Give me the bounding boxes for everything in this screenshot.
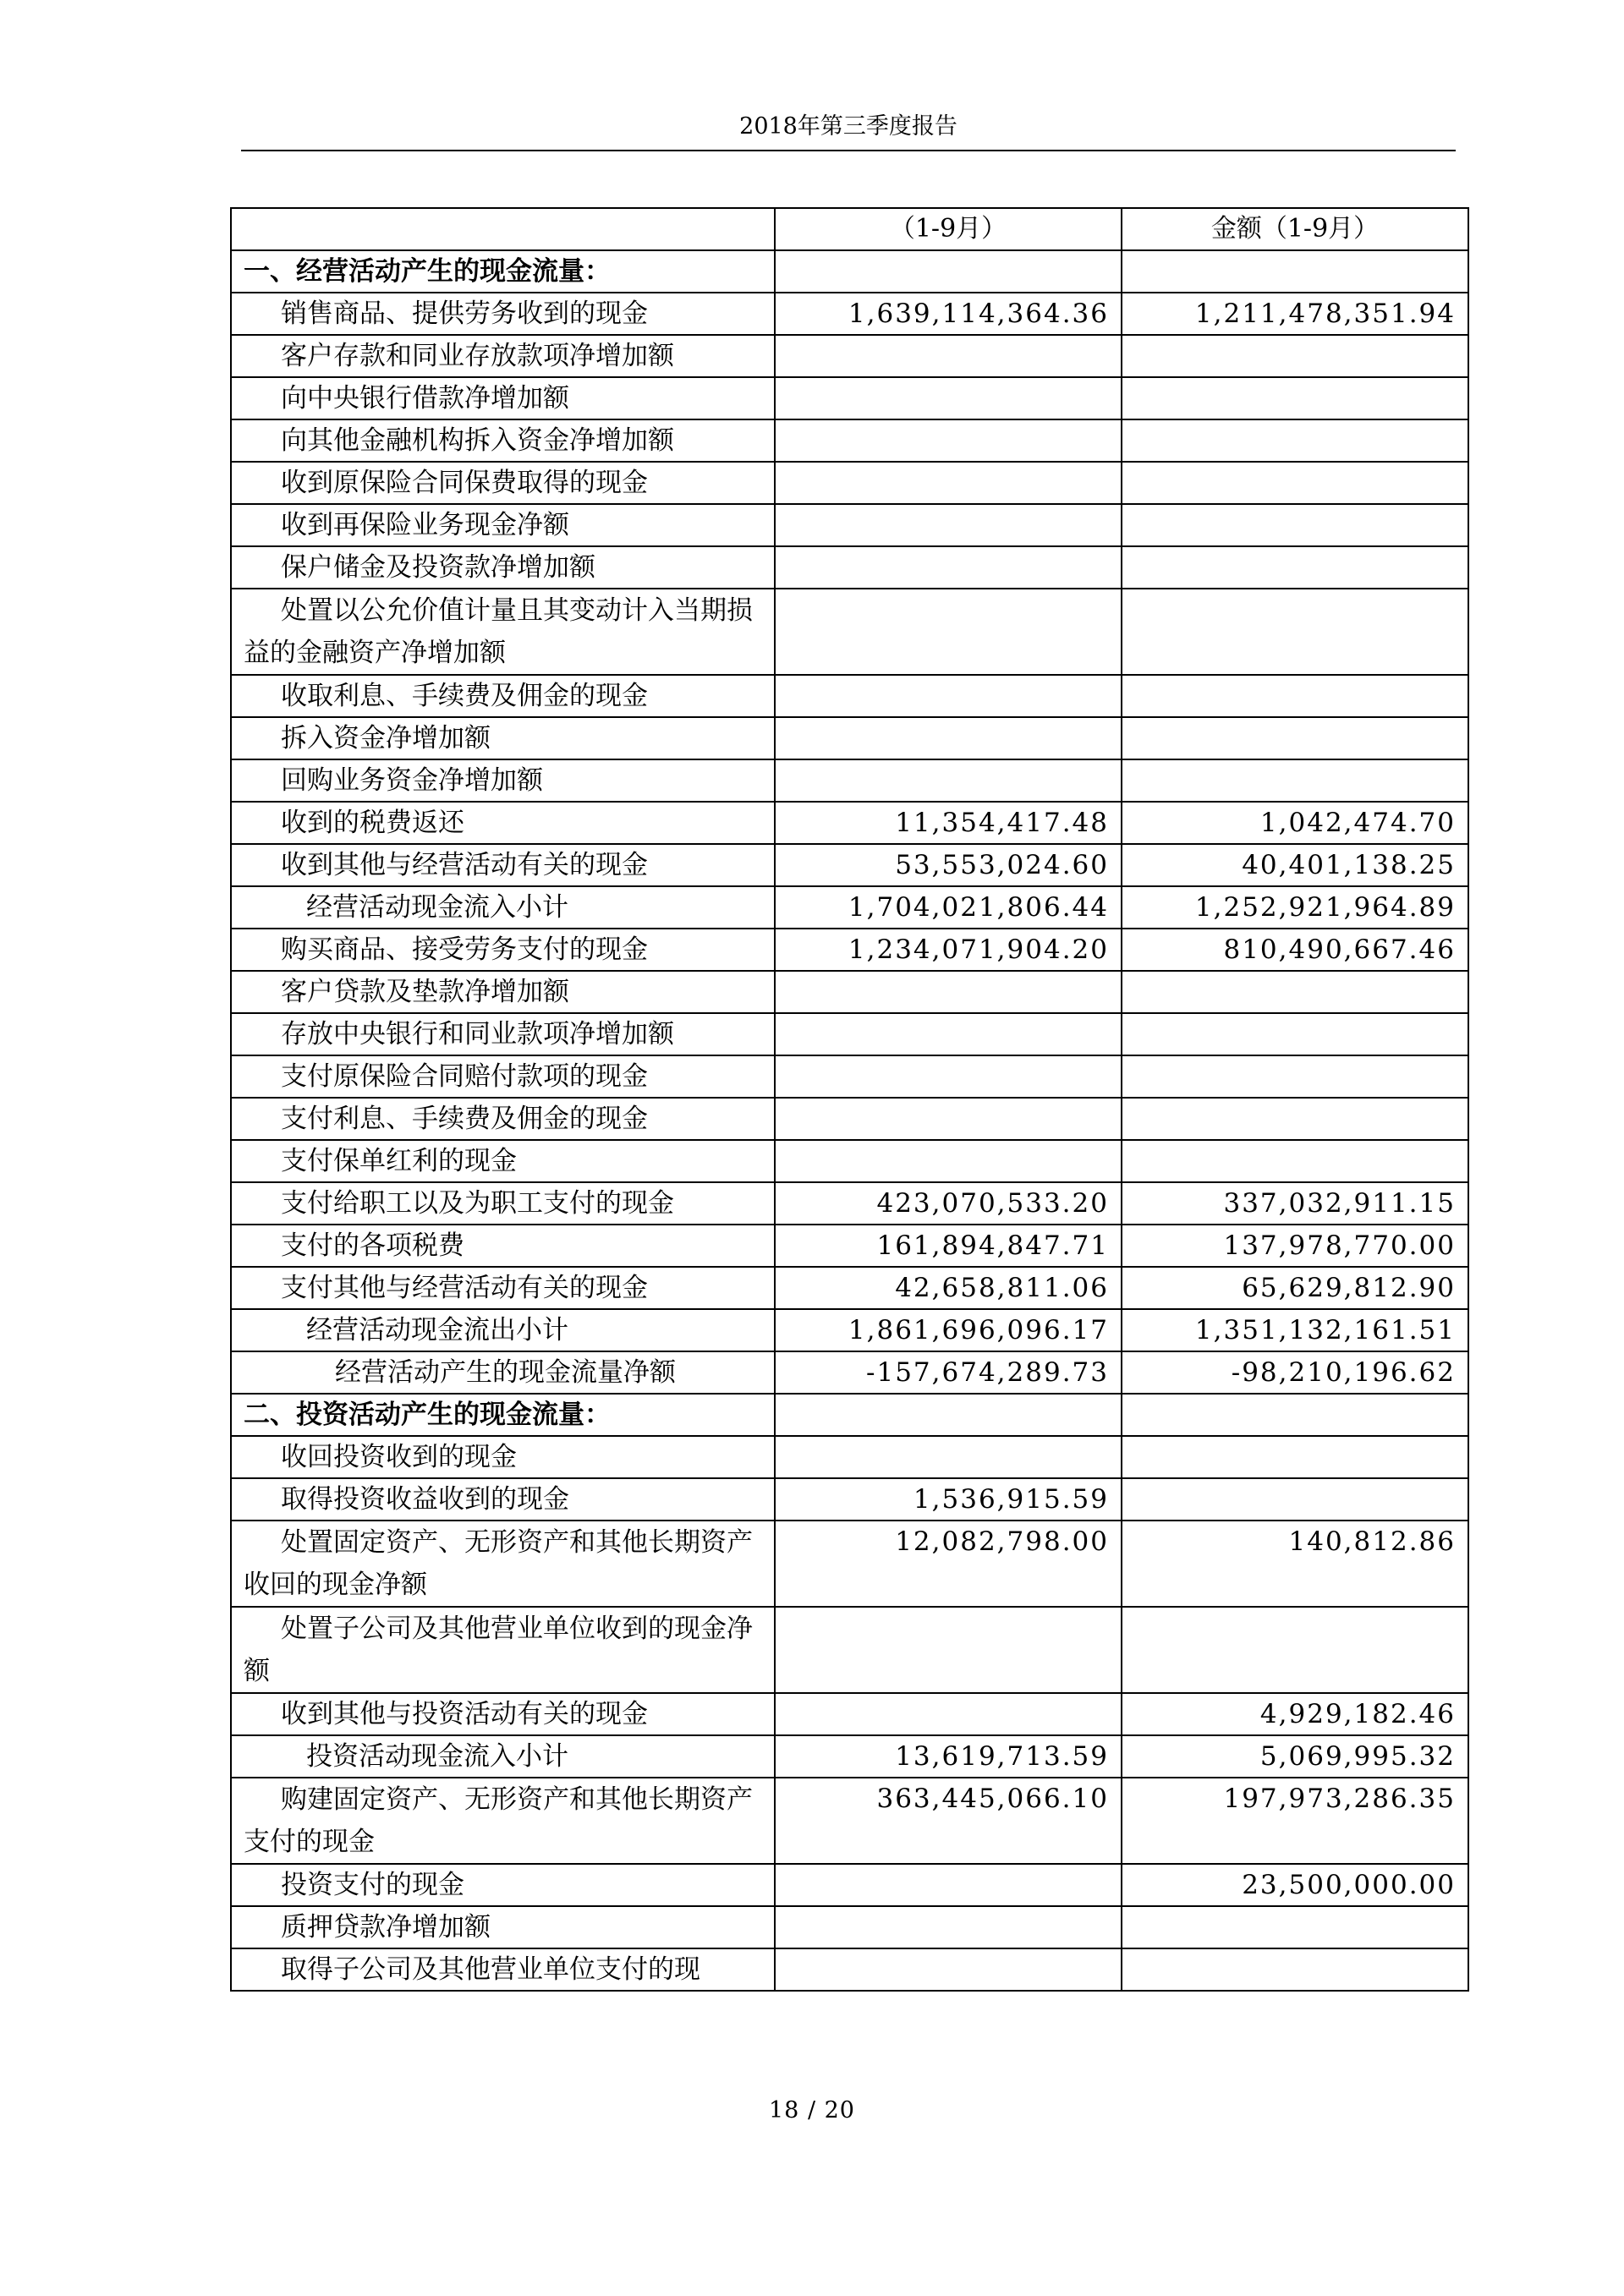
table-row (231, 886, 1468, 929)
row-item-label: 支付的各项税费 (231, 1225, 775, 1267)
row-current-amount: 1,639,114,364.36 (775, 293, 1122, 335)
row-current-amount (775, 1607, 1122, 1693)
row-current-amount: 1,704,021,806.44 (775, 886, 1122, 929)
row-current-amount (775, 504, 1122, 546)
row-previous-amount (1122, 462, 1468, 504)
table-row (231, 1521, 1468, 1607)
row-current-amount (775, 1693, 1122, 1735)
row-item-label: 质押贷款净增加额 (231, 1906, 775, 1948)
table-row (231, 462, 1468, 504)
table-row (231, 971, 1468, 1013)
row-previous-amount: -98,210,196.62 (1122, 1351, 1468, 1394)
row-previous-amount: 337,032,911.15 (1122, 1182, 1468, 1225)
table-row (231, 589, 1468, 675)
row-previous-amount (1122, 717, 1468, 759)
row-item-label: 收到其他与经营活动有关的现金 (231, 844, 775, 886)
table-row (231, 1309, 1468, 1351)
row-previous-amount (1122, 546, 1468, 589)
row-current-amount (775, 1055, 1122, 1098)
row-previous-amount (1122, 1607, 1468, 1693)
row-previous-amount: 1,252,921,964.89 (1122, 886, 1468, 929)
row-current-amount (775, 1394, 1122, 1436)
row-item-label: 收到的税费返还 (231, 802, 775, 844)
report-header-title: 2018年第三季度报告 (739, 113, 957, 140)
row-item-label: 取得投资收益收到的现金 (231, 1478, 775, 1521)
row-item-label: 支付其他与经营活动有关的现金 (231, 1267, 775, 1309)
row-item-label: 支付保单红利的现金 (231, 1140, 775, 1182)
row-previous-amount: 140,812.86 (1122, 1521, 1468, 1607)
row-item-label: 向中央银行借款净增加额 (231, 377, 775, 419)
row-previous-amount (1122, 675, 1468, 717)
table-row (231, 1267, 1468, 1309)
table-row (231, 1436, 1468, 1478)
table-row (231, 717, 1468, 759)
row-item-label: 投资活动现金流入小计 (231, 1735, 775, 1778)
table-row (231, 844, 1468, 886)
row-item-label: 取得子公司及其他营业单位支付的现 (231, 1948, 775, 1991)
row-item-label: 支付给职工以及为职工支付的现金 (231, 1182, 775, 1225)
column-header-current: （1-9月） (775, 208, 1122, 250)
row-current-amount (775, 1140, 1122, 1182)
row-item-label: 拆入资金净增加额 (231, 717, 775, 759)
table-row (231, 675, 1468, 717)
row-previous-amount (1122, 1013, 1468, 1055)
table-row (231, 1607, 1468, 1693)
row-current-amount: -157,674,289.73 (775, 1351, 1122, 1394)
table-row (231, 759, 1468, 802)
row-item-label: 二、投资活动产生的现金流量： (231, 1394, 775, 1436)
row-item-label: 购建固定资产、无形资产和其他长期资产支付的现金 (231, 1778, 775, 1864)
table-row (231, 802, 1468, 844)
row-current-amount (775, 589, 1122, 675)
row-item-label: 收取利息、手续费及佣金的现金 (231, 675, 775, 717)
table-row (231, 419, 1468, 462)
table-row (231, 293, 1468, 335)
row-item-label: 销售商品、提供劳务收到的现金 (231, 293, 775, 335)
row-current-amount (775, 675, 1122, 717)
table-row (231, 377, 1468, 419)
table-row (231, 1394, 1468, 1436)
table-row (231, 546, 1468, 589)
row-current-amount (775, 546, 1122, 589)
row-previous-amount (1122, 335, 1468, 377)
row-current-amount: 12,082,798.00 (775, 1521, 1122, 1607)
row-previous-amount (1122, 504, 1468, 546)
row-previous-amount (1122, 1436, 1468, 1478)
row-current-amount (775, 759, 1122, 802)
row-previous-amount (1122, 589, 1468, 675)
row-current-amount: 363,445,066.10 (775, 1778, 1122, 1864)
row-current-amount (775, 335, 1122, 377)
row-current-amount (775, 1436, 1122, 1478)
column-header-item (231, 208, 775, 250)
table-row (231, 1351, 1468, 1394)
row-current-amount (775, 1906, 1122, 1948)
row-previous-amount: 197,973,286.35 (1122, 1778, 1468, 1864)
row-item-label: 收回投资收到的现金 (231, 1436, 775, 1478)
table-row (231, 929, 1468, 971)
row-previous-amount (1122, 1906, 1468, 1948)
table-header-row (231, 208, 1468, 250)
row-previous-amount: 65,629,812.90 (1122, 1267, 1468, 1309)
row-current-amount (775, 1098, 1122, 1140)
table-row (231, 335, 1468, 377)
row-current-amount (775, 1864, 1122, 1906)
row-previous-amount (1122, 971, 1468, 1013)
row-previous-amount (1122, 377, 1468, 419)
row-previous-amount: 23,500,000.00 (1122, 1864, 1468, 1906)
table-row (231, 1864, 1468, 1906)
table-row (231, 1182, 1468, 1225)
row-item-label: 回购业务资金净增加额 (231, 759, 775, 802)
table-row (231, 1225, 1468, 1267)
row-item-label: 处置子公司及其他营业单位收到的现金净额 (231, 1607, 775, 1693)
row-previous-amount (1122, 1478, 1468, 1521)
row-previous-amount (1122, 1055, 1468, 1098)
row-item-label: 收到其他与投资活动有关的现金 (231, 1693, 775, 1735)
header-rule (241, 150, 1456, 151)
row-previous-amount (1122, 1394, 1468, 1436)
row-item-label: 投资支付的现金 (231, 1864, 775, 1906)
table-row (231, 1693, 1468, 1735)
table-row (231, 1013, 1468, 1055)
row-item-label: 支付利息、手续费及佣金的现金 (231, 1098, 775, 1140)
row-item-label: 客户存款和同业存放款项净增加额 (231, 335, 775, 377)
table-row (231, 1478, 1468, 1521)
row-current-amount (775, 377, 1122, 419)
table-row (231, 1948, 1468, 1991)
row-previous-amount: 40,401,138.25 (1122, 844, 1468, 886)
row-current-amount (775, 971, 1122, 1013)
row-item-label: 经营活动产生的现金流量净额 (231, 1351, 775, 1394)
row-item-label: 保户储金及投资款净增加额 (231, 546, 775, 589)
row-previous-amount: 5,069,995.32 (1122, 1735, 1468, 1778)
row-item-label: 向其他金融机构拆入资金净增加额 (231, 419, 775, 462)
row-current-amount: 13,619,713.59 (775, 1735, 1122, 1778)
row-current-amount: 53,553,024.60 (775, 844, 1122, 886)
row-current-amount (775, 1948, 1122, 1991)
row-current-amount (775, 419, 1122, 462)
row-previous-amount: 4,929,182.46 (1122, 1693, 1468, 1735)
row-previous-amount: 810,490,667.46 (1122, 929, 1468, 971)
row-previous-amount (1122, 419, 1468, 462)
row-current-amount: 1,536,915.59 (775, 1478, 1122, 1521)
row-previous-amount (1122, 759, 1468, 802)
page-number: 18 / 20 (769, 2097, 855, 2123)
table-row (231, 250, 1468, 293)
row-current-amount: 42,658,811.06 (775, 1267, 1122, 1309)
row-previous-amount: 1,211,478,351.94 (1122, 293, 1468, 335)
table-row (231, 504, 1468, 546)
row-current-amount: 1,861,696,096.17 (775, 1309, 1122, 1351)
row-current-amount (775, 250, 1122, 293)
row-current-amount: 423,070,533.20 (775, 1182, 1122, 1225)
row-item-label: 客户贷款及垫款净增加额 (231, 971, 775, 1013)
row-item-label: 存放中央银行和同业款项净增加额 (231, 1013, 775, 1055)
table-row (231, 1906, 1468, 1948)
table-row (231, 1778, 1468, 1864)
row-item-label: 收到再保险业务现金净额 (231, 504, 775, 546)
row-previous-amount (1122, 1140, 1468, 1182)
row-item-label: 支付原保险合同赔付款项的现金 (231, 1055, 775, 1098)
row-item-label: 收到原保险合同保费取得的现金 (231, 462, 775, 504)
row-current-amount: 11,354,417.48 (775, 802, 1122, 844)
row-previous-amount (1122, 1948, 1468, 1991)
row-previous-amount (1122, 250, 1468, 293)
cash-flow-table (230, 207, 1469, 1992)
row-item-label: 处置固定资产、无形资产和其他长期资产收回的现金净额 (231, 1521, 775, 1607)
row-previous-amount: 1,042,474.70 (1122, 802, 1468, 844)
row-previous-amount (1122, 1098, 1468, 1140)
table-row (231, 1098, 1468, 1140)
table-row (231, 1055, 1468, 1098)
row-current-amount: 1,234,071,904.20 (775, 929, 1122, 971)
row-current-amount (775, 717, 1122, 759)
column-header-previous: 金额（1-9月） (1122, 208, 1468, 250)
row-item-label: 一、经营活动产生的现金流量： (231, 250, 775, 293)
table-row (231, 1140, 1468, 1182)
row-previous-amount: 1,351,132,161.51 (1122, 1309, 1468, 1351)
table-row (231, 1735, 1468, 1778)
row-item-label: 经营活动现金流出小计 (231, 1309, 775, 1351)
row-current-amount: 161,894,847.71 (775, 1225, 1122, 1267)
row-item-label: 处置以公允价值计量且其变动计入当期损益的金融资产净增加额 (231, 589, 775, 675)
row-current-amount (775, 462, 1122, 504)
row-item-label: 购买商品、接受劳务支付的现金 (231, 929, 775, 971)
row-item-label: 经营活动现金流入小计 (231, 886, 775, 929)
row-current-amount (775, 1013, 1122, 1055)
row-previous-amount: 137,978,770.00 (1122, 1225, 1468, 1267)
